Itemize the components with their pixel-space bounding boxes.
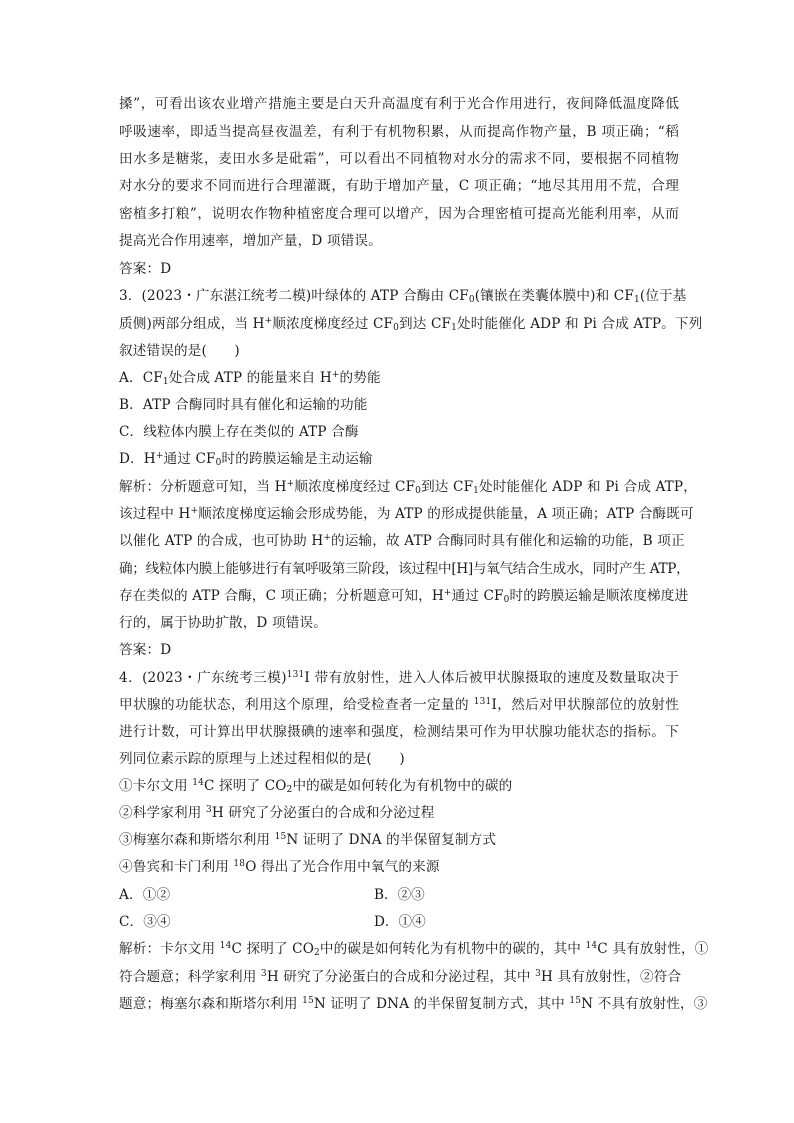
question-3-explanation-line: 存在类似的 ATP 合酶，C 项正确；分析题意可知，H+通过 $CF_0$时的跨膜运输是顺浓度梯度进: [119, 588, 689, 605]
question-3-option-d: D．H+通过 $CF_0$时的跨膜运输是主动运输: [119, 451, 373, 468]
question-3-explanation-line: 行的，属于协助扩散，D 项错误。: [119, 615, 327, 631]
explanation-line: 搡”，可看出该农业增产措施主要是白天升高温度有利于光合作用进行，夜间降低温度降低: [119, 96, 679, 112]
question-4-explanation-line: 题意；梅塞尔森和斯塔尔利用 $^{15}$N 证明了 DNA 的半保留复制方式，其中 $^{15}$N 不具有放射性，③: [119, 996, 708, 1012]
question-4-item-3: ③梅塞尔森和斯塔尔利用 $^{15}$N 证明了 DNA 的半保留复制方式: [119, 832, 497, 848]
question-3-option-b: B．ATP 合酶同时具有催化和运输的功能: [119, 397, 368, 413]
question-3-stem-line: 质侧)两部分组成，当 H+顺浓度梯度经过 $CF_0$到达 $CF_1$处时能催化 ADP 和 Pi 合成 ATP。下列: [119, 316, 703, 333]
question-4-stem-line: 进行计数，可计算出甲状腺摄碘的速率和强度，检测结果可作为甲状腺功能状态的指标。下: [119, 724, 679, 740]
question-4-stem-line: 列同位素示踪的原理与上述过程相似的是( ): [119, 751, 405, 767]
question-4-item-1: ①卡尔文用 $^{14}$C 探明了 $CO_2$中的碳是如何转化为有机物中的碳的: [119, 778, 513, 795]
explanation-line: 提高光合作用速率，增加产量，D 项错误。: [119, 233, 382, 249]
question-4-stem-line: 甲状腺的功能状态，利用这个原理，给受检查者一定量的 $^{131}$I，然后对甲状腺部位的放射性: [119, 697, 679, 713]
answer-line: 答案：D: [119, 642, 172, 658]
question-3-explanation-line: 该过程中 H+顺浓度梯度运输会形成势能，为 ATP 的形成提供能量，A 项正确；ATP 合酶既可: [119, 506, 694, 522]
explanation-line: 密植多打粮”，说明农作物种植密度合理可以增产，因为合理密植可提高光能利用率，从而: [119, 206, 679, 222]
question-4-option-d: D．①④: [374, 914, 426, 930]
question-3-option-a: A．$CF_1$处合成 ATP 的能量来自 H+的势能: [119, 370, 381, 387]
explanation-line: 呼吸速率，即适当提高昼夜温差，有利于有机物积累，从而提高作物产量，B 项正确；“稻: [119, 124, 679, 140]
question-4-explanation-line: 符合题意；科学家利用 $^3$H 研究了分泌蛋白的合成和分泌过程，其中 $^3$H 具有放射性，②符合: [119, 969, 682, 985]
question-4-option-b: B．②③: [374, 887, 425, 903]
question-3-stem-line: 3．(2023・广东湛江统考二模)叶绿体的 ATP 合酶由 $CF_0$(镶嵌在类囊体膜中)和 $CF_1$(位于基: [119, 288, 687, 305]
question-3-explanation-line: 以催化 ATP 的合成，也可协助 H+的运输，故 ATP 合酶同时具有催化和运输的功能，B 项正: [119, 533, 685, 549]
question-4-item-4: ④鲁宾和卡门利用 $^{18}$O 得出了光合作用中氧气的来源: [119, 859, 440, 875]
question-3-explanation-line: 确；线粒体内膜上能够进行有氧呼吸第三阶段，该过程中[H]与氧气结合生成水，同时产生 ATP，: [119, 561, 690, 577]
explanation-line: 田水多是糖浆，麦田水多是砒霜”，可以看出不同植物对水分的需求不同，要根据不同植物: [119, 151, 679, 167]
question-4-item-2: ②科学家利用 $^3$H 研究了分泌蛋白的合成和分泌过程: [119, 805, 435, 821]
question-4-explanation-line: 解析：卡尔文用 $^{14}$C 探明了 $CO_2$中的碳是如何转化为有机物中的碳的，其中 $^{14}$C 具有放射性，①: [119, 941, 709, 958]
question-3-explanation-line: 解析：分析题意可知，当 H+顺浓度梯度经过 $CF_0$到达 $CF_1$处时能催化 ADP 和 Pi 合成 ATP，: [119, 479, 697, 496]
question-4-stem-line: 4．(2023・广东统考三模)$^{131}$I 带有放射性，进入人体后被甲状腺摄取的速度及数量取决于: [119, 670, 680, 686]
question-3-stem-line: 叙述错误的是( ): [119, 343, 240, 359]
explanation-line: 对水分的要求不同而进行合理灌溉，有助于增加产量，C 项正确；“地尽其用用不荒，合理: [119, 178, 679, 194]
answer-line: 答案：D: [119, 261, 172, 277]
question-4-option-a: A．①②: [119, 887, 171, 903]
question-3-option-c: C．线粒体内膜上存在类似的 ATP 合酶: [119, 424, 359, 440]
question-4-option-c: C．③④: [119, 914, 171, 930]
